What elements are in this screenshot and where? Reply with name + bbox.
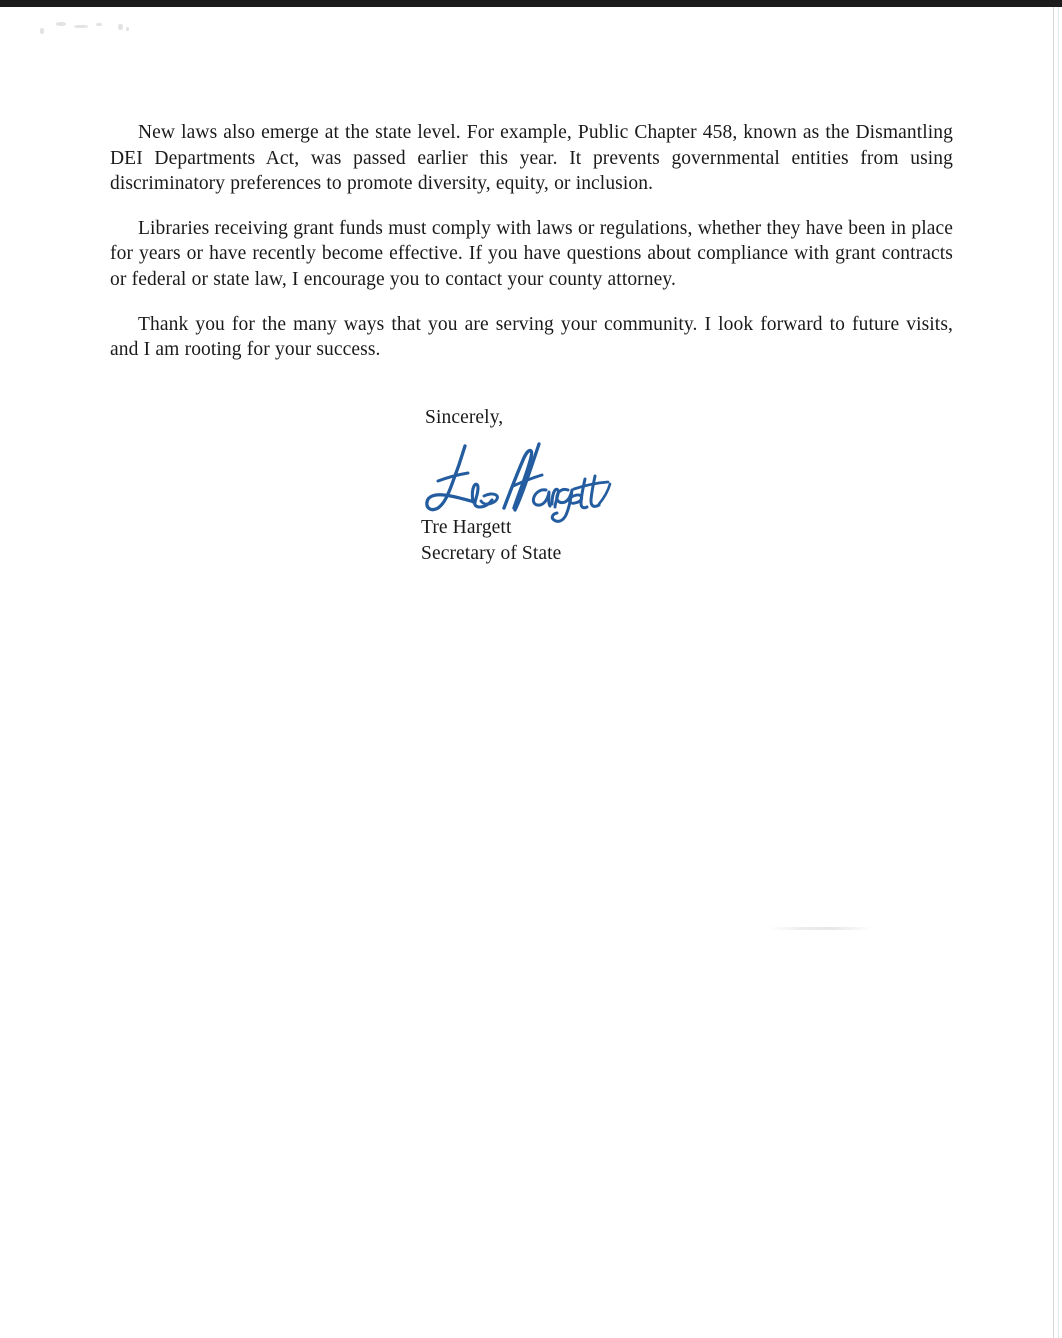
scan-smudge <box>768 927 872 930</box>
handwritten-signature-icon <box>418 434 618 526</box>
closing-salutation: Sincerely, <box>425 407 504 428</box>
letter-body <box>110 120 953 363</box>
scan-edge-right-line <box>1053 7 1054 1338</box>
scan-speck <box>40 28 44 34</box>
signature <box>421 430 621 516</box>
scan-speck <box>74 25 88 28</box>
scan-edge-top-band <box>0 0 1062 7</box>
body-paragraph-1: New laws also emerge at the state level. For example, Public Chapter 458, known as the Dismantling DEI Departments Act, was passed earlier this year. It prevents governmental entities from using discriminatory preferences to promote diversity, equity, or inclusion. <box>110 122 953 195</box>
scan-speck <box>118 24 123 30</box>
scan-speck <box>96 23 102 26</box>
body-paragraph-3: Thank you for the many ways that you are serving your community. I look forward to future visits, and I am rooting for your success. <box>110 313 953 361</box>
scan-speck <box>56 22 66 26</box>
signer-name: Tre Hargett <box>421 517 512 538</box>
signer-title: Secretary of State <box>421 543 562 564</box>
scan-speck <box>126 27 129 31</box>
scan-edge-right-line-secondary <box>1058 7 1059 1338</box>
closing-block <box>421 406 841 566</box>
body-paragraph-2: Libraries receiving grant funds must comply with laws or regulations, whether they have been in place for years or have recently become effective. If you have questions about compliance with grant contracts or federal or state law, I encourage you to contact your county attorney. <box>110 217 953 290</box>
